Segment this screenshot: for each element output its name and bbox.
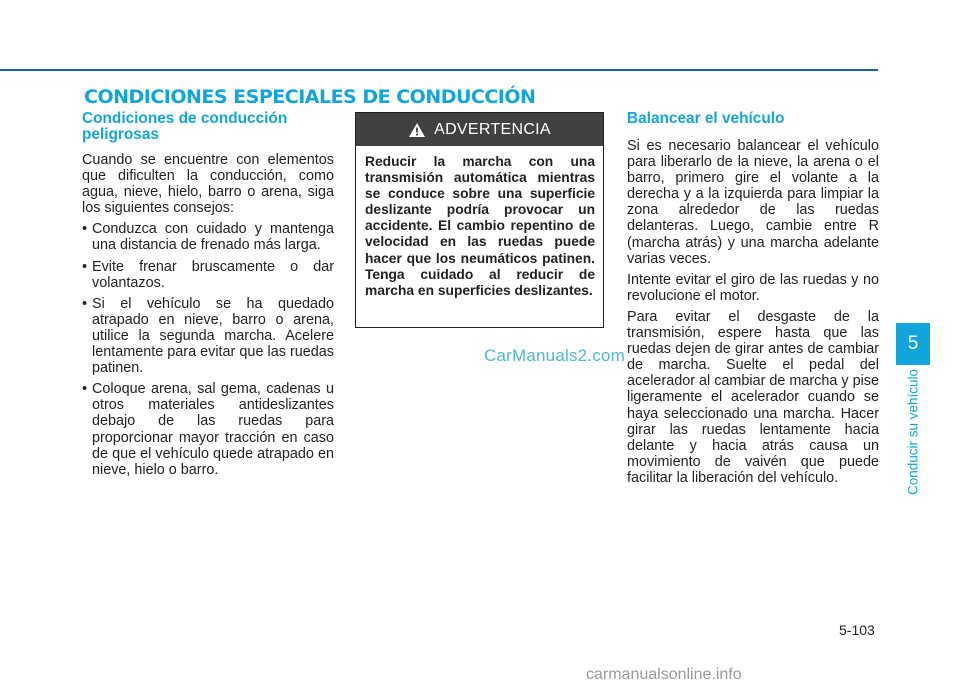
warning-header bbox=[356, 113, 603, 146]
footer-link[interactable]: carmanualsonline.info bbox=[586, 666, 742, 683]
paragraph: Intente evitar el giro de las ruedas y no revolucione el motor. bbox=[627, 271, 879, 304]
left-column-heading: Condiciones de conducción peligrosas bbox=[82, 110, 288, 143]
bullet-icon: • bbox=[82, 295, 88, 312]
section-title: CONDICIONES ESPECIALES DE CONDUCCIÓN bbox=[84, 86, 536, 108]
warning-box bbox=[355, 112, 604, 328]
list-item-text: Conduzca con cuidado y mantenga una distancia de frenado más larga. bbox=[92, 221, 334, 254]
bullet-icon: • bbox=[82, 221, 88, 238]
paragraph: Para evitar el desgaste de la transmisión, espere hasta que las ruedas dejen de girar antes de cambiar de marcha. Suelte el pedal del acelerador al cambiar de marcha y pise ligeramente el acelerador cuando se haya seleccionado una marcha. Hacer girar las ruedas lentamente hacia delante y hacia atrás causa un movimiento de vaivén que puede facilitar la liberación del vehículo. bbox=[627, 308, 879, 486]
tips-list bbox=[82, 221, 334, 477]
warning-label: ADVERTENCIA bbox=[434, 120, 551, 138]
warning-triangle-icon bbox=[408, 122, 426, 138]
bullet-icon: • bbox=[82, 258, 88, 275]
warning-text: Reducir la marcha con una transmisión automática mientras se conduce sobre una superficie deslizante podría provocar un accidente. El cambio repentino de velocidad en las ruedas puede hacer que los neumáticos patinen. Tenga cuidado al reducir de marcha en superficies deslizantes. bbox=[365, 154, 595, 298]
chapter-label: Conducir su vehículo bbox=[905, 368, 921, 496]
list-item bbox=[82, 259, 334, 291]
list-item bbox=[82, 221, 334, 253]
list-item-text: Coloque arena, sal gema, cadenas u otros materiales antideslizantes debajo de las ruedas para proporcionar mayor tracción en caso de que el vehículo quede atrapado en nieve, hielo o barro. bbox=[92, 381, 334, 478]
right-column-heading: Balancear el vehículo bbox=[627, 110, 785, 127]
list-item bbox=[82, 381, 334, 478]
chapter-tab: 5 bbox=[896, 323, 930, 365]
bullet-icon: • bbox=[82, 381, 88, 398]
left-column bbox=[82, 111, 334, 483]
right-column bbox=[627, 111, 879, 491]
paragraph: Si es necesario balancear el vehículo para liberarlo de la nieve, la arena o el barro, primero gire el volante a la derecha y a la izquierda para limpiar la zona alrededor de las ruedas delanteras. Luego, cambie entre R (marcha atrás) y una marcha adelante varias veces. bbox=[627, 138, 879, 267]
list-item-text: Si el vehículo se ha quedado atrapado en nieve, barro o arena, utilice la segunda marcha. Acelere lentamente para evitar que las ruedas patinen. bbox=[92, 295, 334, 377]
header-rule bbox=[0, 69, 878, 71]
list-item bbox=[82, 296, 334, 376]
page-number: 5-103 bbox=[839, 622, 875, 638]
intro-paragraph: Cuando se encuentre con elementos que dificulten la conducción, como agua, nieve, hielo, barro o arena, siga los siguientes consejos: bbox=[82, 152, 334, 217]
list-item-text: Evite frenar bruscamente o dar volantazos. bbox=[92, 258, 334, 291]
watermark: CarManuals2.com bbox=[484, 346, 625, 365]
